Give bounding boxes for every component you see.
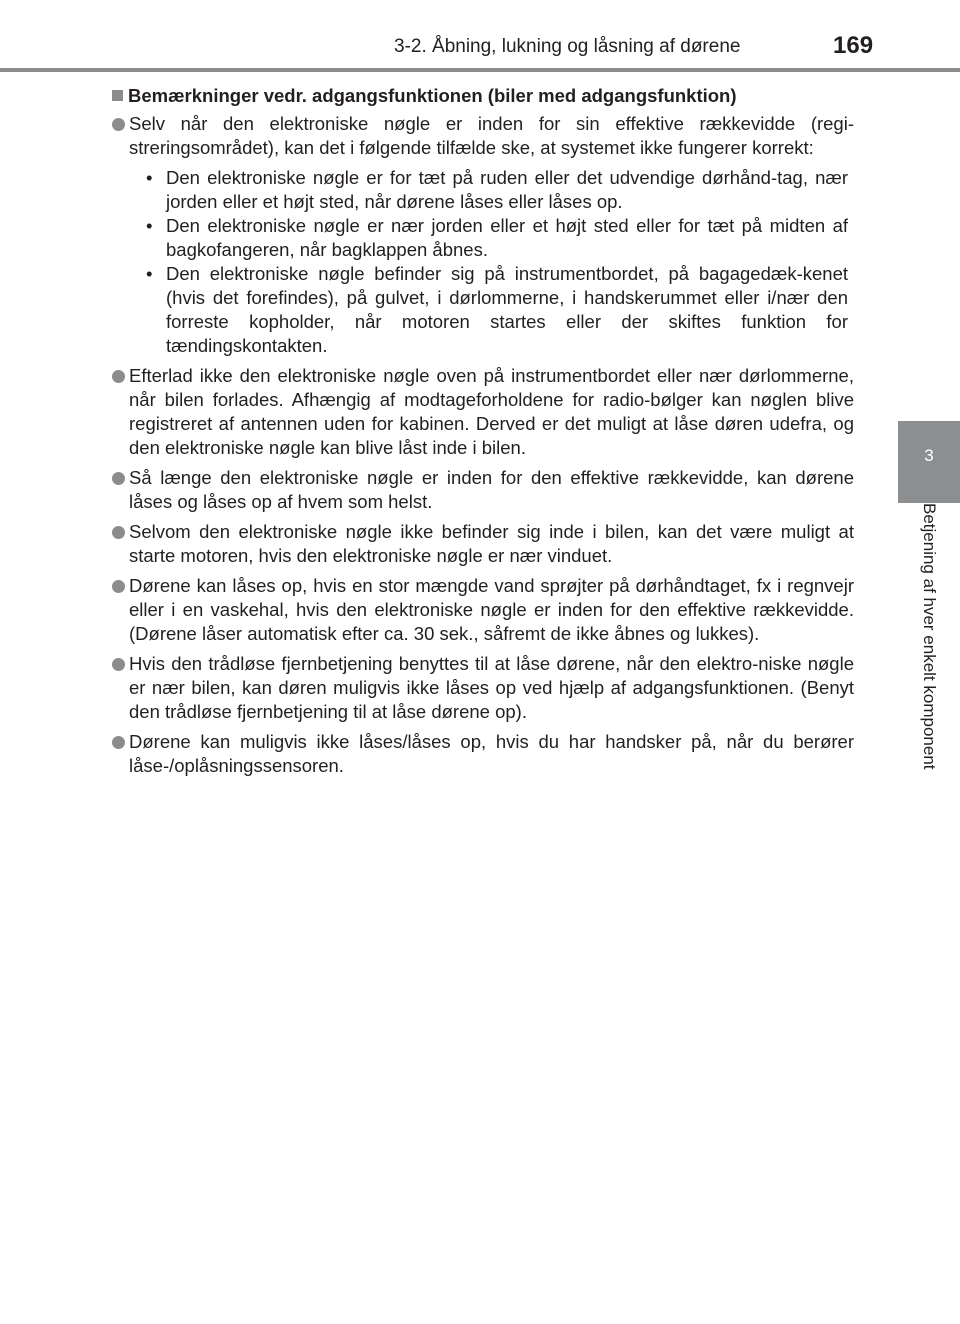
list-item-text: Selvom den elektroniske nøgle ikke befinder sig inde i bilen, kan det være muligt at starte motoren, hvis den elektroniske nøgle er nær vinduet. bbox=[129, 521, 854, 566]
conditions-list bbox=[129, 166, 848, 358]
list-item bbox=[112, 466, 854, 514]
list-item bbox=[112, 520, 854, 568]
list-item-text: Hvis den trådløse fjernbetjening benyttes til at låse dørene, når den elektro-niske nøgle er nær bilen, kan døren muligvis ikke låses op ved hjælp af adgangsfunktionen. (Benyt den trådløse fjernbetjening til at låse dørene op). bbox=[129, 653, 854, 722]
chapter-number: 3 bbox=[924, 446, 934, 465]
chapter-tab bbox=[898, 421, 960, 503]
chapter-title: Betjening af hver enkelt komponent bbox=[920, 503, 939, 770]
running-header-title: 3-2. Åbning, lukning og låsning af dørene bbox=[394, 36, 741, 57]
dot-bullet-icon: • bbox=[146, 263, 153, 284]
sub-list-item-text: Den elektroniske nøgle er for tæt på ruden eller det udvendige dørhånd-tag, nær jorden eller et højt sted, når dørene låses eller låses op. bbox=[166, 167, 848, 212]
notes-list bbox=[112, 112, 854, 778]
dot-bullet-icon: • bbox=[146, 215, 153, 236]
round-bullet-icon bbox=[112, 580, 125, 593]
round-bullet-icon bbox=[112, 526, 125, 539]
sub-list-item bbox=[129, 214, 848, 262]
list-item-text: Selv når den elektroniske nøgle er inden for sin effektive rækkevidde (regi-streringsområdet), kan det i følgende tilfælde ske, at systemet ikke fungerer korrekt: bbox=[129, 113, 854, 158]
list-item bbox=[112, 652, 854, 724]
round-bullet-icon bbox=[112, 472, 125, 485]
sub-list-item-text: Den elektroniske nøgle er nær jorden eller et højt sted eller for tæt på midten af bagkofangeren, når bagklappen åbnes. bbox=[166, 215, 848, 260]
list-item bbox=[112, 112, 854, 358]
list-item-text: Dørene kan muligvis ikke låses/låses op, hvis du har handsker på, når du berører låse-/oplåsningssensoren. bbox=[129, 731, 854, 776]
list-item-text: Så længe den elektroniske nøgle er inden for den effektive rækkevidde, kan dørene låses og låses op af hvem som helst. bbox=[129, 467, 854, 512]
round-bullet-icon bbox=[112, 118, 125, 131]
section-heading-text: Bemærkninger vedr. adgangsfunktionen (biler med adgangsfunktion) bbox=[128, 85, 737, 106]
list-item-text: Efterlad ikke den elektroniske nøgle oven på instrumentbordet eller nær dørlommerne, når bilen forlades. Afhængig af modtageforholdene for radio-bølger kan nøglen blive registreret af antennen uden for kabinen. Derved er det muligt at låse døren udefra, og den elektroniske nøgle kan blive låst inde i bilen. bbox=[129, 365, 854, 458]
chapter-title-box bbox=[898, 503, 960, 830]
header-divider bbox=[0, 68, 960, 72]
list-item bbox=[112, 574, 854, 646]
round-bullet-icon bbox=[112, 736, 125, 749]
sub-list-item-text: Den elektroniske nøgle befinder sig på instrumentbordet, på bagagedæk-kenet (hvis det forefindes), på gulvet, i dørlommerne, i handskerummet eller i/nær den forreste kopholder, når motoren startes eller der skiftes funktion for tændingskontakten. bbox=[166, 263, 848, 356]
section-heading bbox=[112, 83, 854, 108]
list-item bbox=[112, 364, 854, 460]
list-item-text: Dørene kan låses op, hvis en stor mængde vand sprøjter på dørhåndtaget, fx i regnvejr eller i en vaskehal, hvis den elektroniske nøgle er inden for den effektive rækkevidde. (Dørene låser automatisk efter ca. 30 sek., såfremt de ikke åbnes og lukkes). bbox=[129, 575, 854, 644]
sub-list-item bbox=[129, 166, 848, 214]
list-item bbox=[112, 730, 854, 778]
round-bullet-icon bbox=[112, 658, 125, 671]
page-content bbox=[112, 83, 854, 784]
square-bullet-icon bbox=[112, 90, 123, 101]
round-bullet-icon bbox=[112, 370, 125, 383]
page-number: 169 bbox=[833, 32, 874, 59]
sub-list-item bbox=[129, 262, 848, 358]
dot-bullet-icon: • bbox=[146, 167, 153, 188]
